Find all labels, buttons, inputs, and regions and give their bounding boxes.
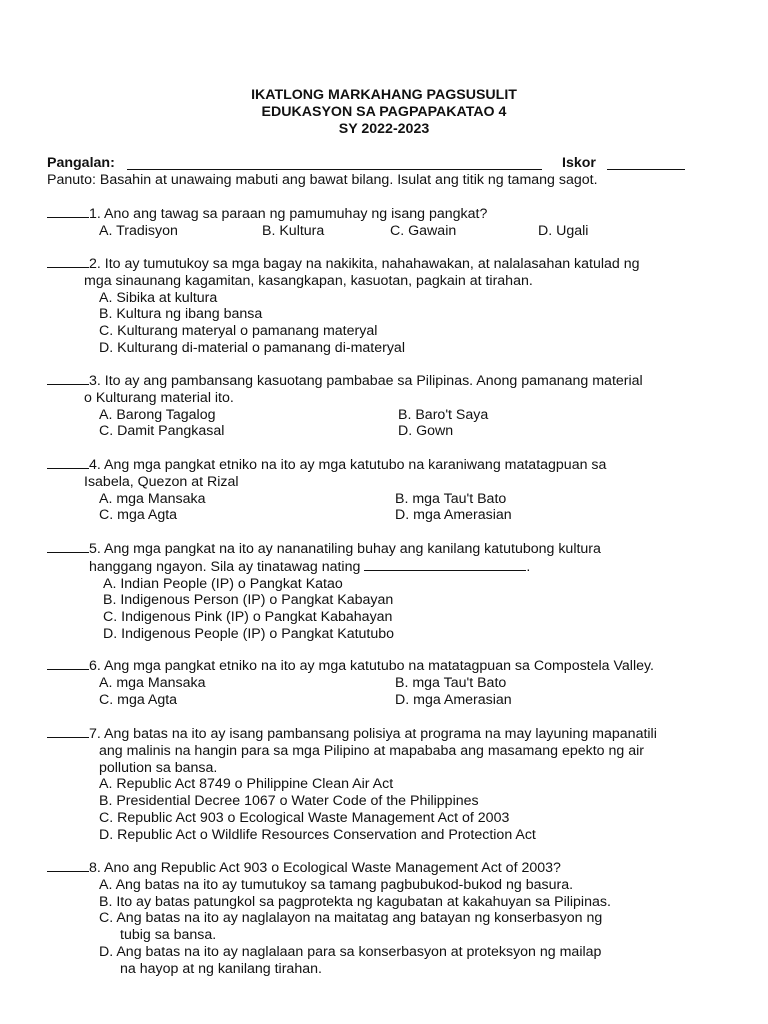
exam-subject: EDUKASYON SA PAGPAPAKATAO 4: [261, 104, 507, 120]
option-b: B. Baro't Saya: [398, 406, 489, 423]
option-b: B. mga Tau't Bato: [395, 490, 507, 507]
question-stem: 7. Ang batas na ito ay isang pambansang polisiya at programa na may layuning mapanatili: [89, 726, 657, 742]
question-1: [47, 205, 737, 240]
option-c: C. Damit Pangkasal: [99, 423, 225, 440]
name-row: [47, 155, 727, 172]
option-b: B. Kultura: [262, 222, 325, 239]
score-label: Iskor: [562, 155, 596, 171]
question-7: [47, 725, 737, 844]
question-stem-cont: ang malinis na hangin para sa mga Pilipino at mapababa ang masamang epekto ng air: [99, 742, 644, 759]
option-a: A. Indian People (IP) o Pangkat Katao: [103, 575, 343, 592]
name-label: Pangalan:: [47, 155, 115, 171]
option-d: D. Kulturang di-material o pamanang di-materyal: [99, 339, 405, 356]
score-field-line[interactable]: [607, 169, 685, 170]
option-a: A. Ang batas na ito ay tumutukoy sa tamang pagbubukod-bukod ng basura.: [99, 876, 574, 893]
option-b: B. Kultura ng ibang bansa: [99, 306, 263, 323]
option-d: D. Republic Act o Wildlife Resources Conservation and Protection Act: [99, 826, 536, 843]
question-stem-cont: mga sinaunang kagamitan, kasangkapan, kasuotan, pagkain at tirahan.: [84, 272, 533, 289]
option-b: B. Indigenous Person (IP) o Pangkat Kabayan: [103, 592, 394, 609]
option-d: D. mga Amerasian: [395, 507, 512, 524]
exam-header: [0, 87, 768, 138]
option-d: D. Indigenous People (IP) o Pangkat Katutubo: [103, 625, 395, 642]
option-c: C. mga Agta: [99, 507, 178, 524]
option-c-cont: tubig sa bansa.: [120, 927, 217, 944]
answer-blank[interactable]: [47, 859, 89, 872]
question-stem-cont: Isabela, Quezon at Rizal: [84, 473, 239, 490]
question-stem: 1. Ano ang tawag sa paraan ng pamumuhay ng isang pangkat?: [89, 206, 488, 222]
option-c: C. Gawain: [390, 222, 457, 239]
answer-blank[interactable]: [47, 205, 89, 218]
name-field-line[interactable]: [127, 169, 542, 170]
directions: Panuto: Basahin at unawaing mabuti ang bawat bilang. Isulat ang titik ng tamang sagot.: [47, 172, 598, 188]
question-stem-cont: pollution sa bansa.: [99, 759, 218, 776]
question-stem: 6. Ang mga pangkat etniko na ito ay mga katutubo na matatagpuan sa Compostela Valley.: [89, 658, 654, 674]
option-c: C. Kulturang materyal o pamanang materyal: [99, 323, 378, 340]
option-c: C. Ang batas na ito ay naglalayon na maitatag ang batayan ng konserbasyon ng: [99, 910, 603, 927]
question-stem-cont: o Kulturang material ito.: [84, 389, 234, 406]
option-d-cont: na hayop at ng kanilang tirahan.: [120, 960, 322, 977]
question-stem: 3. Ito ay ang pambansang kasuotang pambabae sa Pilipinas. Anong pamanang material: [89, 373, 643, 389]
question-stem-cont: hanggang ngayon. Sila ay tinatawag nating: [89, 558, 361, 575]
option-d: D. Ang batas na ito ay naglalaan para sa konserbasyon at proteksyon ng mailap: [99, 943, 602, 960]
question-6: [47, 657, 737, 708]
answer-blank[interactable]: [47, 657, 89, 670]
question-stem: 8. Ano ang Republic Act 903 o Ecological Waste Management Act of 2003?: [89, 860, 561, 876]
answer-blank[interactable]: [47, 725, 89, 738]
option-d: D. Gown: [398, 423, 454, 440]
option-b: B. mga Tau't Bato: [395, 674, 507, 691]
option-a: A. Sibika at kultura: [99, 289, 218, 306]
option-c: C. mga Agta: [99, 691, 178, 708]
period: .: [526, 558, 531, 575]
question-4: [47, 456, 737, 524]
fill-in-blank-line: [364, 558, 526, 571]
question-stem: 5. Ang mga pangkat na ito ay nananatiling buhay ang kanilang katutubong kultura: [89, 541, 601, 557]
option-d: D. mga Amerasian: [395, 691, 512, 708]
question-stem: 4. Ang mga pangkat etniko na ito ay mga katutubo na karaniwang matatagpuan sa: [89, 457, 607, 473]
question-stem: 2. Ito ay tumutukoy sa mga bagay na nakikita, nahahawakan, at nalalasahan katulad ng: [89, 256, 640, 272]
exam-title: IKATLONG MARKAHANG PAGSUSULIT: [251, 87, 517, 103]
option-a: A. Republic Act 8749 o Philippine Clean Air Act: [99, 776, 394, 793]
answer-blank[interactable]: [47, 456, 89, 469]
option-a: A. Tradisyon: [99, 222, 178, 239]
option-c: C. Indigenous Pink (IP) o Pangkat Kabahayan: [103, 609, 393, 626]
option-c: C. Republic Act 903 o Ecological Waste Management Act of 2003: [99, 809, 510, 826]
answer-blank[interactable]: [47, 540, 89, 553]
option-b: B. Presidential Decree 1067 o Water Code of the Philippines: [99, 793, 479, 810]
option-a: A. mga Mansaka: [99, 674, 206, 691]
option-d: D. Ugali: [538, 222, 589, 239]
school-year: SY 2022-2023: [338, 121, 430, 137]
option-b: B. Ito ay batas patungkol sa pagprotekta ng kagubatan at kakahuyan sa Pilipinas.: [99, 893, 611, 910]
question-2: [47, 255, 737, 357]
question-5: [47, 540, 737, 643]
option-a: A. Barong Tagalog: [99, 406, 216, 423]
option-a: A. mga Mansaka: [99, 490, 206, 507]
answer-blank[interactable]: [47, 372, 89, 385]
answer-blank[interactable]: [47, 255, 89, 268]
question-8: [47, 859, 737, 978]
question-3: [47, 372, 737, 440]
